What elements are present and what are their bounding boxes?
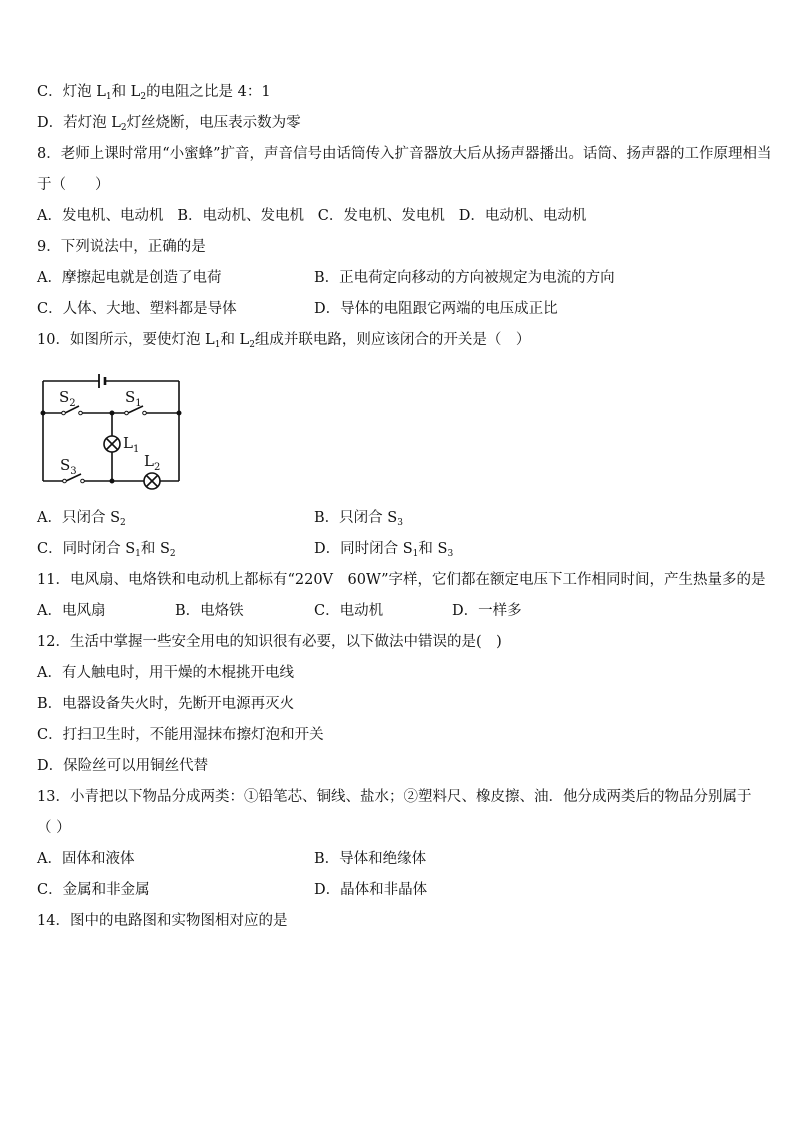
q13-option-c: C．金属和非金属 <box>37 882 150 898</box>
junction-l1-bottom <box>110 479 114 483</box>
q8-stem-line2: 于（ ） <box>37 177 110 193</box>
q10-stem: 10．如图所示，要使灯泡 $L_1$和 $L_2$组成并联电路，则应该闭合的开关是（ ） <box>37 332 531 350</box>
junction-left-mid <box>41 411 45 415</box>
q13-stem-line2: （ ） <box>37 820 71 836</box>
q10-option-c: C．同时闭合 $S_1$和 $S_2$ <box>37 541 176 559</box>
label-s3: $S_3$ <box>60 456 77 477</box>
switch-s1-pivot <box>125 411 129 415</box>
q8-option-b: B．电动机、发电机 <box>177 208 304 224</box>
q12-stem: 12．生活中掌握一些安全用电的知识很有必要，以下做法中错误的是( ) <box>37 634 502 650</box>
q8-option-a: A．发电机、电动机 <box>37 208 164 224</box>
q9-option-c: C．人体、大地、塑料都是导体 <box>37 301 237 317</box>
q11-option-d: D．一样多 <box>452 603 522 619</box>
label-s2: $S_2$ <box>59 388 76 409</box>
q13-option-a: A．固体和液体 <box>37 851 135 867</box>
q10-option-d: D．同时闭合 $S_1$和 $S_3$ <box>314 541 454 559</box>
q14-stem: 14．图中的电路图和实物图相对应的是 <box>37 913 288 929</box>
label-l1: $L_1$ <box>123 434 140 455</box>
q8-option-c: C．发电机、发电机 <box>317 208 445 224</box>
switch-s2-pivot <box>62 411 66 415</box>
q9-option-b: B．正电荷定向移动的方向被规定为电流的方向 <box>314 270 615 286</box>
q12-option-d: D．保险丝可以用铜丝代替 <box>37 758 209 774</box>
q10-option-a: A．只闭合 $S_2$ <box>37 510 126 528</box>
q8-option-d: D．电动机、电动机 <box>458 208 587 224</box>
q12-option-a: A．有人触电时，用干燥的木棍挑开电线 <box>37 665 294 681</box>
junction-right-mid <box>177 411 181 415</box>
q12-option-b: B．电器设备失火时，先断开电源再灭火 <box>37 696 295 712</box>
q11-option-a: A．电风扇 <box>37 603 106 619</box>
q9-stem: 9．下列说法中，正确的是 <box>37 239 206 255</box>
label-s1: $S_1$ <box>125 388 142 409</box>
q11-option-b: B．电烙铁 <box>175 603 244 619</box>
q7-option-c: C．灯泡 $L_1$和 $L_2$的电阻之比是 4：1 <box>37 84 271 102</box>
junction-l1-top <box>110 411 114 415</box>
switch-s3-pivot <box>63 479 67 483</box>
circuit-diagram <box>37 368 187 493</box>
q9-option-a: A．摩擦起电就是创造了电荷 <box>37 270 222 286</box>
switch-s1-contact <box>143 411 147 415</box>
q7-option-d: D．若灯泡 $L_2$灯丝烧断，电压表示数为零 <box>37 115 301 133</box>
q11-stem: 11．电风扇、电烙铁和电动机上都标有“220V 60W”字样，它们都在额定电压下工作相同时间，产生热量多的是 <box>37 572 766 588</box>
q9-option-d: D．导体的电阻跟它两端的电压成正比 <box>314 301 558 317</box>
q8-options <box>37 206 586 226</box>
switch-s3-contact <box>81 479 85 483</box>
q12-option-c: C．打扫卫生时，不能用湿抹布擦灯泡和开关 <box>37 727 324 743</box>
q13-stem-line1: 13．小青把以下物品分成两类：①铅笔芯、铜线、盐水；②塑料尺、橡皮擦、油．他分成两类后的物品分别属于 <box>37 789 752 805</box>
q8-stem-line1: 8．老师上课时常用“小蜜蜂”扩音，声音信号由话筒传入扩音器放大后从扬声器播出。话筒、扬声器的工作原理相当 <box>37 146 772 162</box>
switch-s2-contact <box>79 411 83 415</box>
label-l2: $L_2$ <box>144 452 161 473</box>
q10-option-b: B．只闭合 $S_3$ <box>314 510 403 528</box>
q13-option-b: B．导体和绝缘体 <box>314 851 427 867</box>
q13-option-d: D．晶体和非晶体 <box>314 882 428 898</box>
q11-option-c: C．电动机 <box>314 603 384 619</box>
